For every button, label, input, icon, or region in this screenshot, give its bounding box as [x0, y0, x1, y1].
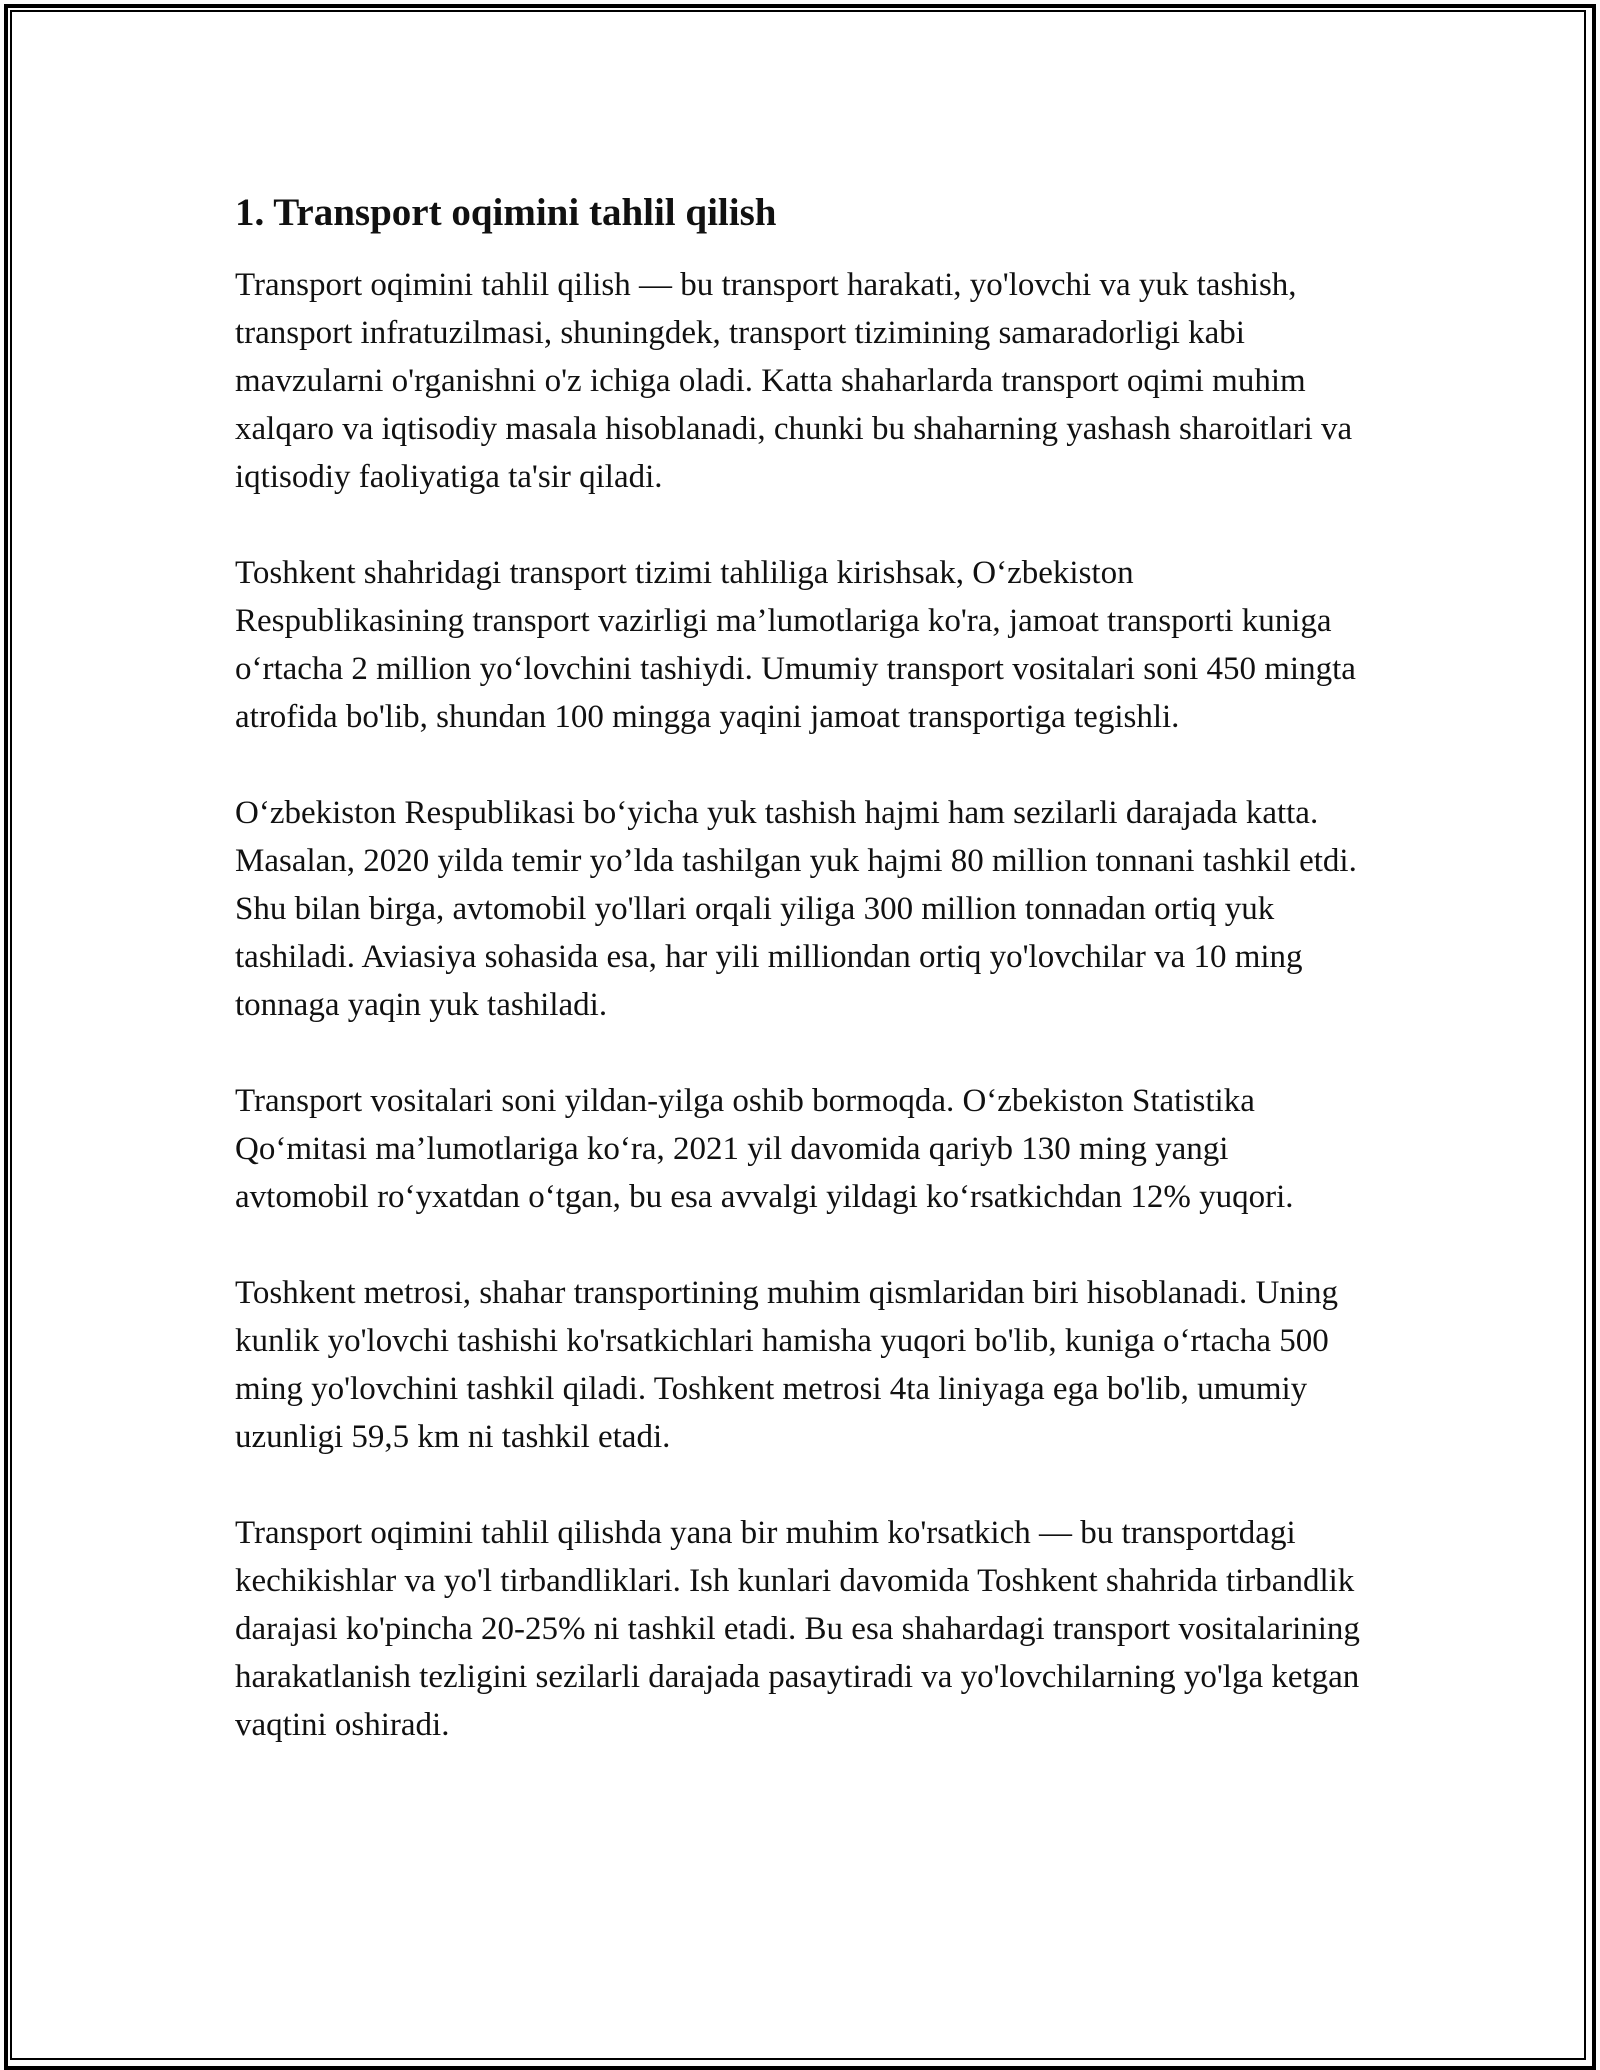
document-body — [235, 185, 1370, 1797]
paragraph-freight-volume: O‘zbekiston Respublikasi bo‘yicha yuk tashish hajmi ham sezilarli darajada katta. Masalan, 2020 yilda temir yo’lda tashilgan yuk hajmi 80 million tonnani tashkil etdi. Shu bilan birga, avtomobil yo'llari orqali yiliga 300 million tonnadan ortiq yuk tashiladi. Aviasiya sohasida esa, har yili milliondan ortiq yo'lovchilar va 10 ming tonnaga yaqin yuk tashiladi. — [235, 795, 1357, 1023]
paragraph-intro: Transport oqimini tahlil qilish — bu transport harakati, yo'lovchi va yuk tashish, transport infratuzilmasi, shuningdek, transport tizimining samaradorligi kabi mavzularni o'rganishni o'z ichiga oladi. Katta shaharlarda transport oqimi muhim xalqaro va iqtisodiy masala hisoblanadi, chunki bu shaharning yashash sharoitlari va iqtisodiy faoliyatiga ta'sir qiladi. — [235, 267, 1353, 495]
page-title: 1. Transport oqimini tahlil qilish — [235, 191, 777, 234]
paragraph-vehicle-growth: Transport vositalari soni yildan-yilga oshib bormoqda. O‘zbekiston Statistika Qo‘mitasi ma’lumotlariga ko‘ra, 2021 yil davomida qariyb 130 ming yangi avtomobil ro‘yxatdan o‘tgan, bu esa avvalgi yildagi ko‘rsatkichdan 12% yuqori. — [235, 1083, 1294, 1215]
paragraph-tashkent-transport: Toshkent shahridagi transport tizimi tahliliga kirishsak, O‘zbekiston Respublikasining transport vazirligi ma’lumotlariga ko'ra, jamoat transporti kuniga o‘rtacha 2 million yo‘lovchini tashiydi. Umumiy transport vositalari soni 450 mingta atrofida bo'lib, shundan 100 mingga yaqini jamoat transportiga tegishli. — [235, 555, 1356, 735]
paragraph-tashkent-metro: Toshkent metrosi, shahar transportining muhim qismlaridan biri hisoblanadi. Uning kunlik yo'lovchi tashishi ko'rsatkichlari hamisha yuqori bo'lib, kuniga o‘rtacha 500 ming yo'lovchini tashkil qiladi. Toshkent metrosi 4ta liniyaga ega bo'lib, umumiy uzunligi 59,5 km ni tashkil etadi. — [235, 1275, 1339, 1455]
paragraph-traffic-congestion: Transport oqimini tahlil qilishda yana bir muhim ko'rsatkich — bu transportdagi kechikishlar va yo'l tirbandliklari. Ish kunlari davomida Toshkent shahrida tirbandlik darajasi ko'pincha 20-25% ni tashkil etadi. Bu esa shahardagi transport vositalarining harakatlanish tezligini sezilarli darajada pasaytiradi va yo'lovchilarning yo'lga ketgan vaqtini oshiradi. — [235, 1515, 1360, 1743]
